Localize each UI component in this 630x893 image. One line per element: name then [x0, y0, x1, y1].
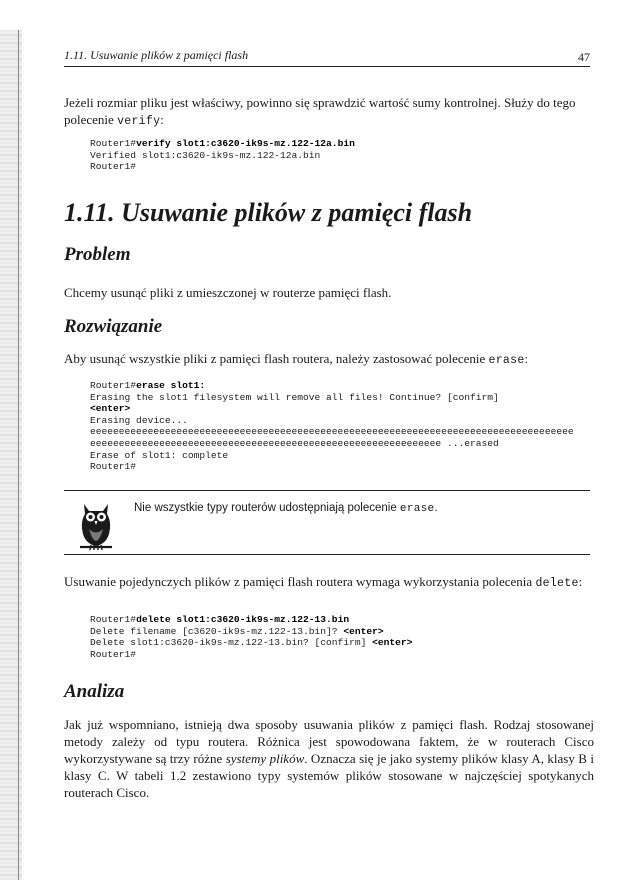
problem-heading: Problem: [64, 244, 131, 265]
code-line: Delete filename [c3620-ik9s-mz.122-13.bin]? <enter>: [90, 625, 384, 637]
note-sentence: Nie wszystkie typy routerów udostępniają polecenie: [134, 502, 400, 514]
analysis-heading: Analiza: [64, 681, 125, 702]
code-line: <enter>: [90, 403, 131, 415]
note-period: .: [434, 502, 438, 514]
analysis-text: Jak już wspomniano, istnieją dwa sposoby usuwania plików z pamięci flash. Rodzaj stosowanej metody zależy od typu routera. Różnica jest spowodowana faktem, że w routerach Cisco wykorzystywane są trzy różne: [64, 717, 594, 766]
code-block-delete: [90, 614, 590, 660]
page-header: [64, 44, 590, 67]
code-line: Erasing the slot1 filesystem will remove all files! Continue? [confirm]: [90, 391, 499, 403]
code-line: Erasing device...: [90, 414, 188, 426]
code-block-verify: [90, 138, 590, 173]
section-title: 1.11. Usuwanie plików z pamięci flash: [64, 198, 473, 227]
code-line: Router1#verify slot1:c3620-ik9s-mz.122-12a.bin: [90, 138, 355, 149]
code-line: Router1#delete slot1:c3620-ik9s-mz.122-13.bin: [90, 614, 350, 625]
solution-text: Aby usunąć wszystkie pliki z pamięci flash routera, należy zastosować polecenie: [64, 351, 489, 366]
note-erase-command: erase: [399, 503, 435, 515]
note-top-rule: [64, 490, 590, 491]
code-line: Router1#: [90, 161, 137, 173]
delete-text: Usuwanie pojedynczych plików z pamięci flash routera wymaga wykorzystania polecenia: [64, 574, 536, 589]
code-line: eeeeeeeeeeeeeeeeeeeeeeeeeeeeeeeeeeeeeeeeeeeeeeeeeeeeeeeeeeeeeeeeeeeeeeeeeeeeeeeeeeee: [90, 426, 574, 438]
erase-command: erase: [488, 354, 525, 367]
code-block-erase: [90, 380, 590, 473]
verify-command: verify: [117, 115, 161, 128]
owl-icon: [78, 500, 114, 552]
code-line: Verified slot1:c3620-ik9s-mz.122-12a.bin: [90, 149, 321, 161]
solution-heading: Rozwiązanie: [64, 316, 163, 337]
code-line: Router1#: [90, 461, 137, 473]
delete-paragraph: [64, 573, 594, 592]
solution-paragraph: [64, 350, 594, 369]
code-line: Router1#: [90, 648, 137, 660]
note-bottom-rule: [64, 554, 590, 555]
page-number: 47: [578, 50, 590, 64]
problem-text: Chcemy usunąć pliki z umieszczonej w routerze pamięci flash.: [64, 285, 392, 300]
intro-text: Jeżeli rozmiar pliku jest właściwy, powinno się sprawdzić wartość sumy kontrolnej. Służy do tego polecenie: [64, 95, 576, 127]
running-title: 1.11. Usuwanie plików z pamięci flash: [64, 48, 249, 62]
analysis-text-end: . Oznacza się je jako systemy plików klasy A, klasy B i klasy C. W tabeli 1.2 zestawiono typy systemów plików stosowane w najczęściej spotykanych routerach Cisco.: [64, 751, 594, 800]
code-line: Erase of slot1: complete: [90, 449, 229, 461]
solution-colon: :: [524, 351, 529, 366]
spine-edge: [18, 30, 19, 880]
code-line: eeeeeeeeeeeeeeeeeeeeeeeeeeeeeeeeeeeeeeeeeeeeeeeeeeeeeeeeeeeee ...erased: [90, 437, 499, 449]
delete-colon: :: [578, 574, 583, 589]
intro-colon: :: [160, 112, 164, 127]
intro-paragraph: [64, 94, 594, 130]
analysis-emphasis: systemy plików: [225, 751, 305, 766]
delete-command: delete: [535, 577, 579, 590]
note-text: [134, 502, 438, 515]
code-line: Delete slot1:c3620-ik9s-mz.122-13.bin? [confirm] <enter>: [90, 637, 413, 649]
analysis-paragraph: [64, 716, 594, 801]
code-line: Router1#erase slot1:: [90, 380, 206, 391]
